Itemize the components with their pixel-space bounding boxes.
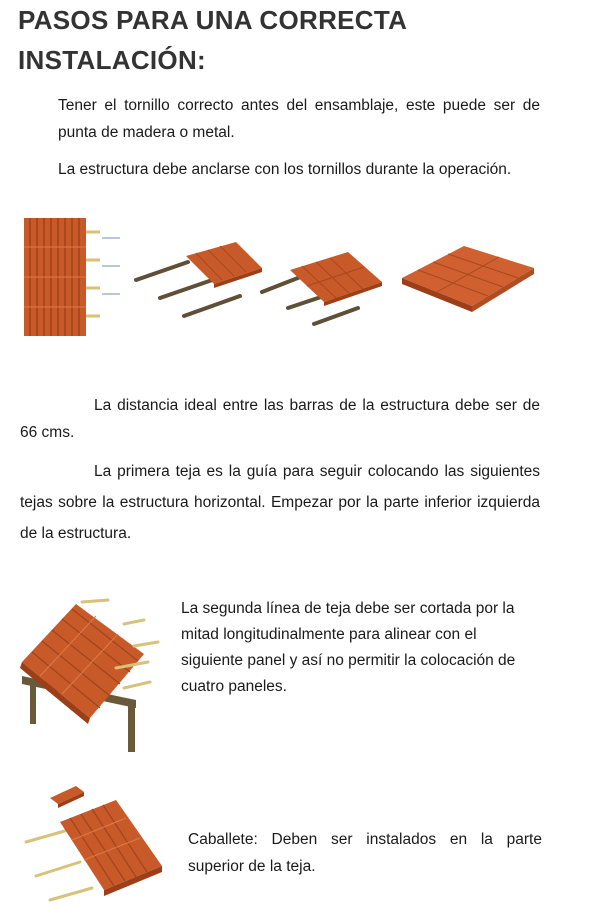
paragraph-second-row: La segunda línea de teja debe ser cortada por la mitad longitudinalmente para alinear con el siguiente panel y así no permitir la colocación de cuatro paneles. xyxy=(181,600,516,695)
paragraph-first-tile: La primera teja es la guía para seguir colocando las siguientes tejas sobre la estructura horizontal. Empezar por la parte inferior izquierda de la estructura. xyxy=(20,463,540,542)
title-line-1: PASOS PARA UNA CORRECTA xyxy=(18,5,408,35)
paragraph-distance: La distancia ideal entre las barras de la estructura debe ser de 66 cms. xyxy=(20,397,540,441)
paragraph-anchor: La estructura debe anclarse con los tornillos durante la operación. xyxy=(58,161,512,178)
assembly-figure xyxy=(18,212,546,344)
ridge-cap-illustration xyxy=(20,780,170,904)
paragraph-screw: Tener el tornillo correcto antes del ensamblaje, este puede ser de punta de madera o metal. xyxy=(58,97,540,141)
page-title xyxy=(18,0,578,80)
paragraph-ridge-cap: Caballete: Deben ser instalados en la parte superior de la teja. xyxy=(188,831,542,875)
title-line-2: INSTALACIÓN: xyxy=(18,45,206,75)
roof-second-row-illustration xyxy=(16,596,166,756)
